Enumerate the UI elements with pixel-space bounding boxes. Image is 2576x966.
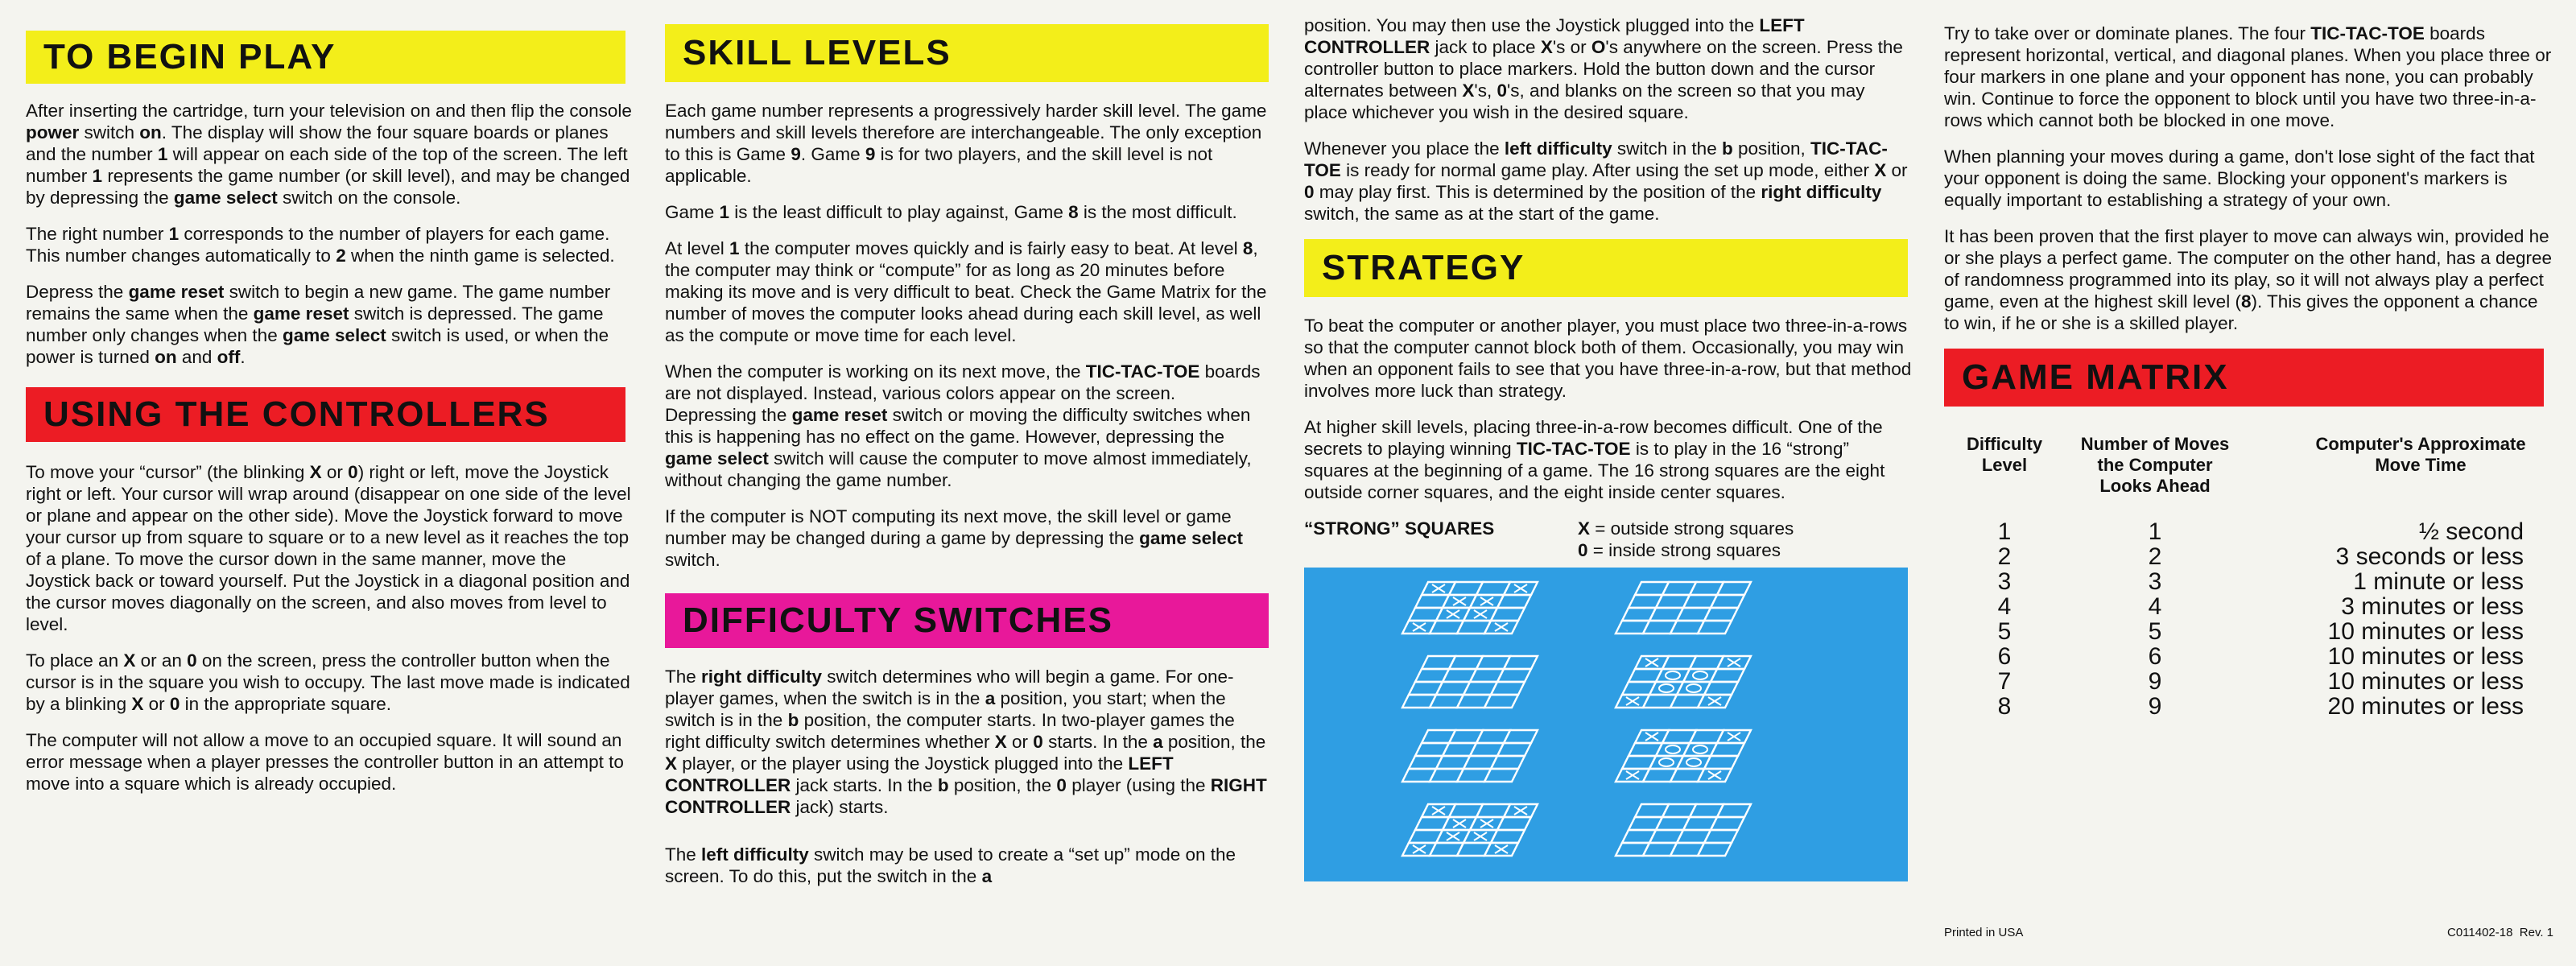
board-square [1484, 695, 1518, 708]
board-square [1497, 817, 1531, 830]
cell-level: 1 [1997, 518, 2012, 545]
strong-square-o-mark [1666, 671, 1680, 679]
board-square [1717, 804, 1751, 817]
paragraph: At higher skill levels, placing three-in-a-row becomes difficult. One of the secrets to playing winning TIC-TAC-TOE is to play in the 16 “strong” squares at the beginning of a game. The 16 strong squares are the eight outside corner squares, and the eight inside center squares. [1304, 417, 1885, 502]
strong-square-o-mark [1686, 684, 1701, 692]
header-move-time: Computer's Approximate Move Time [2315, 434, 2526, 475]
table-row [1944, 544, 2540, 569]
paragraph: To place an X or an 0 on the screen, press the controller button when the cursor is in the square you wish to occupy. The last move made is indicated by a blinking X or 0 in the appropriate square. [26, 650, 630, 714]
table-row [1944, 569, 2540, 594]
cell-level: 5 [1997, 618, 2012, 645]
board-square [1711, 595, 1744, 608]
section-header-game-matrix: GAME MATRIX [1944, 349, 2544, 407]
board-square [1711, 743, 1744, 756]
table-row [1944, 594, 2540, 619]
board-square [1491, 830, 1525, 843]
paragraph: Game 1 is the least difficult to play against, Game 8 is the most difficult. [665, 202, 1237, 222]
legend-o-text: = inside strong squares [1587, 540, 1781, 560]
paragraph: To move your “cursor” (the blinking X or 0) right or left, move the Joystick right or left. Your cursor will wrap around (disappear on one side of the level or plane and appear on the other side). Move the Joystick forward to move your cursor up from square to square or to a new level as it reaches the top of a plane. To move the cursor down in the same manner, move the Joystick back or toward yourself. Put the Joystick in a diagonal position and the cursor moves diagonally on the screen, and also moves from level to level. [26, 462, 631, 634]
paragraph: When the computer is working on its next move, the TIC-TAC-TOE boards are not displayed. Instead, various colors appear on the screen. Depressing the game reset switch or moving the difficulty switches when this is happening has no effect on the game. However, depressing the game select switch will cause the computer to move almost immediately, without changing the game number. [665, 361, 1261, 490]
strong-square-o-mark [1686, 758, 1701, 766]
paragraph: When planning your moves during a game, don't lose sight of the fact that your opponent is doing the same. Blocking your opponent's markers is equally important to establishing a strategy of your own. [1944, 147, 2535, 210]
column-3 [1304, 0, 1912, 966]
board-square [1698, 621, 1732, 634]
section-header-difficulty-switches: DIFFICULTY SWITCHES [665, 593, 1269, 648]
paragraph: The right difficulty switch determines who will begin a game. For one-player games, when the switch is in the a position, you start; when the switch is in the b position, the computer starts. In two-player games the right difficulty switch determines whether X or 0 starts. In the a position, the X player, or the player using the Joystick plugged into the LEFT CONTROLLER jack starts. In the b position, the 0 player (using the RIGHT CONTROLLER jack) starts. [665, 667, 1267, 817]
table-row [1944, 644, 2540, 669]
cell-move-time: 3 seconds or less [2335, 543, 2524, 570]
table-row [1944, 669, 2540, 694]
legend-o-symbol: 0 [1578, 540, 1588, 560]
strong-squares-diagram [1304, 568, 1908, 881]
cell-move-time: ½ second [2418, 518, 2524, 545]
column-4 [1944, 0, 2556, 966]
paragraph: If the computer is NOT computing its next move, the skill level or game number may be changed during a game by depressing the game select switch. [665, 506, 1243, 570]
paragraph: Try to take over or dominate planes. The four TIC-TAC-TOE boards represent horizontal, vertical, and diagonal planes. When you place three or four markers in one plane and your opponent has none, you can probably win. Continue to force the opponent to block until you have two three-in-a-rows which cannot both be blocked in one move. [1944, 23, 2552, 130]
strong-squares-boards [1304, 568, 1908, 881]
cell-move-time: 20 minutes or less [2327, 693, 2524, 720]
cell-moves-ahead: 9 [2148, 693, 2162, 720]
cell-move-time: 10 minutes or less [2327, 668, 2524, 695]
paragraph: After inserting the cartridge, turn your television on and then flip the console power switch on. The display will show the four square boards or planes and the number 1 will appear on each side of the top of the screen. The left number 1 represents the game number (or skill level), and may be changed by depressing the game select switch on the console. [26, 101, 632, 208]
cell-moves-ahead: 5 [2148, 618, 2162, 645]
board-square [1704, 608, 1738, 621]
strong-square-o-mark [1693, 671, 1707, 679]
paragraph: It has been proven that the first player to move can always win, provided he or she plays a perfect game. The computer on the other hand, has a degree of randomness programmed into its play, so it will not always play a perfect game, even at the highest skill level (8). This gives the opponent a chance to win, if he or she is a skilled player. [1944, 226, 2553, 333]
cell-level: 3 [1997, 568, 2012, 595]
cell-level: 4 [1997, 593, 2012, 620]
board-square [1698, 843, 1732, 856]
board-square [1704, 682, 1738, 695]
paragraph: Whenever you place the left difficulty switch in the b position, TIC-TAC-TOE is ready for normal game play. After using the set up mode, either X or 0 may play first. This is determined by the position of the right difficulty switch, the same as at the start of the game. [1304, 138, 1908, 224]
footer-printed: Printed in USA [1944, 926, 2024, 939]
column-2 [665, 0, 1272, 966]
cell-move-time: 1 minute or less [2353, 568, 2524, 595]
cell-moves-ahead: 2 [2148, 543, 2162, 570]
cell-level: 8 [1997, 693, 2012, 720]
board-square [1491, 608, 1525, 621]
footer-code: C011402-18 Rev. 1 [2447, 926, 2554, 939]
column-1 [26, 0, 634, 966]
paragraph: The left difficulty switch may be used to create a “set up” mode on the screen. To do this, put the switch in the a [665, 844, 1236, 886]
board-square [1491, 682, 1525, 695]
board-square [1484, 769, 1518, 782]
strong-square-o-mark [1693, 745, 1707, 753]
cell-moves-ahead: 1 [2148, 518, 2162, 545]
strong-square-o-mark [1659, 684, 1674, 692]
paragraph: Each game number represents a progressively harder skill level. The game numbers and skill levels therefore are interchangeable. The only exception to this is Game 9. Game 9 is for two players, and the skill level is not applicable. [665, 101, 1267, 186]
strong-squares-label: “STRONG” SQUARES [1304, 518, 1495, 539]
cell-level: 7 [1997, 668, 2012, 695]
table-header-row [1944, 434, 2540, 497]
table-row [1944, 519, 2540, 544]
cell-moves-ahead: 3 [2148, 568, 2162, 595]
board-square [1497, 669, 1531, 682]
board-square [1711, 669, 1744, 682]
cell-level: 6 [1997, 643, 2012, 670]
cell-move-time: 10 minutes or less [2327, 643, 2524, 670]
section-header-using-controllers: USING THE CONTROLLERS [26, 387, 625, 442]
board-square [1504, 656, 1538, 669]
paragraph: The computer will not allow a move to an occupied square. It will sound an error message when a player presses the controller button in an attempt to move into a square which is already occupied. [26, 730, 624, 794]
paragraph: To beat the computer or another player, you must place two three-in-a-rows so that the computer cannot block both of them. Occasionally, you may win when an opponent fails to see that you have three-in-a-row, but that method involves more luck than strategy. [1304, 316, 1912, 401]
board-square [1704, 830, 1738, 843]
cell-level: 2 [1997, 543, 2012, 570]
cell-move-time: 10 minutes or less [2327, 618, 2524, 645]
section-header-skill-levels: SKILL LEVELS [665, 24, 1269, 82]
strong-squares-legend [1304, 518, 1912, 563]
table-row [1944, 694, 2540, 719]
cell-moves-ahead: 6 [2148, 643, 2162, 670]
board-square [1717, 582, 1751, 595]
paragraph: position. You may then use the Joystick plugged into the LEFT CONTROLLER jack to place X's or O's anywhere on the screen. Press the controller button to place markers. Hold the button down and the cursor alternates between X's, 0's, and blanks on the screen so that you may place whichever you wish in the desired square. [1304, 15, 1903, 122]
board-square [1497, 595, 1531, 608]
board-square [1491, 756, 1525, 769]
game-matrix-table [1944, 434, 2540, 719]
strong-square-o-mark [1659, 758, 1674, 766]
cell-moves-ahead: 9 [2148, 668, 2162, 695]
board-square [1497, 743, 1531, 756]
header-moves-ahead: Number of Moves the Computer Looks Ahead [2080, 434, 2230, 496]
paragraph: Depress the game reset switch to begin a new game. The game number remains the same when the game reset switch is depressed. The game number only changes when the game select switch is used, or when the power is turned on and off. [26, 282, 611, 367]
paragraph: The right number 1 corresponds to the number of players for each game. This number changes automatically to 2 when the ninth game is selected. [26, 224, 615, 266]
board-square [1704, 756, 1738, 769]
section-header-strategy: STRATEGY [1304, 239, 1908, 297]
table-row [1944, 619, 2540, 644]
cell-moves-ahead: 4 [2148, 593, 2162, 620]
board-square [1711, 817, 1744, 830]
board-square [1504, 730, 1538, 743]
section-header-to-begin-play: TO BEGIN PLAY [26, 31, 625, 84]
legend-x-symbol: X [1578, 518, 1591, 539]
strong-square-o-mark [1666, 745, 1680, 753]
header-difficulty-level: Difficulty Level [1966, 434, 2043, 475]
paragraph: At level 1 the computer moves quickly and is fairly easy to beat. At level 8, the computer may think or “compute” for as long as 20 minutes before making its move and is very difficult to beat. Check the Game Matrix for the number of moves the computer looks ahead during each skill level, as well as the compute or move time for each level. [665, 238, 1267, 345]
cell-move-time: 3 minutes or less [2341, 593, 2524, 620]
legend-x-text: = outside strong squares [1590, 518, 1794, 539]
